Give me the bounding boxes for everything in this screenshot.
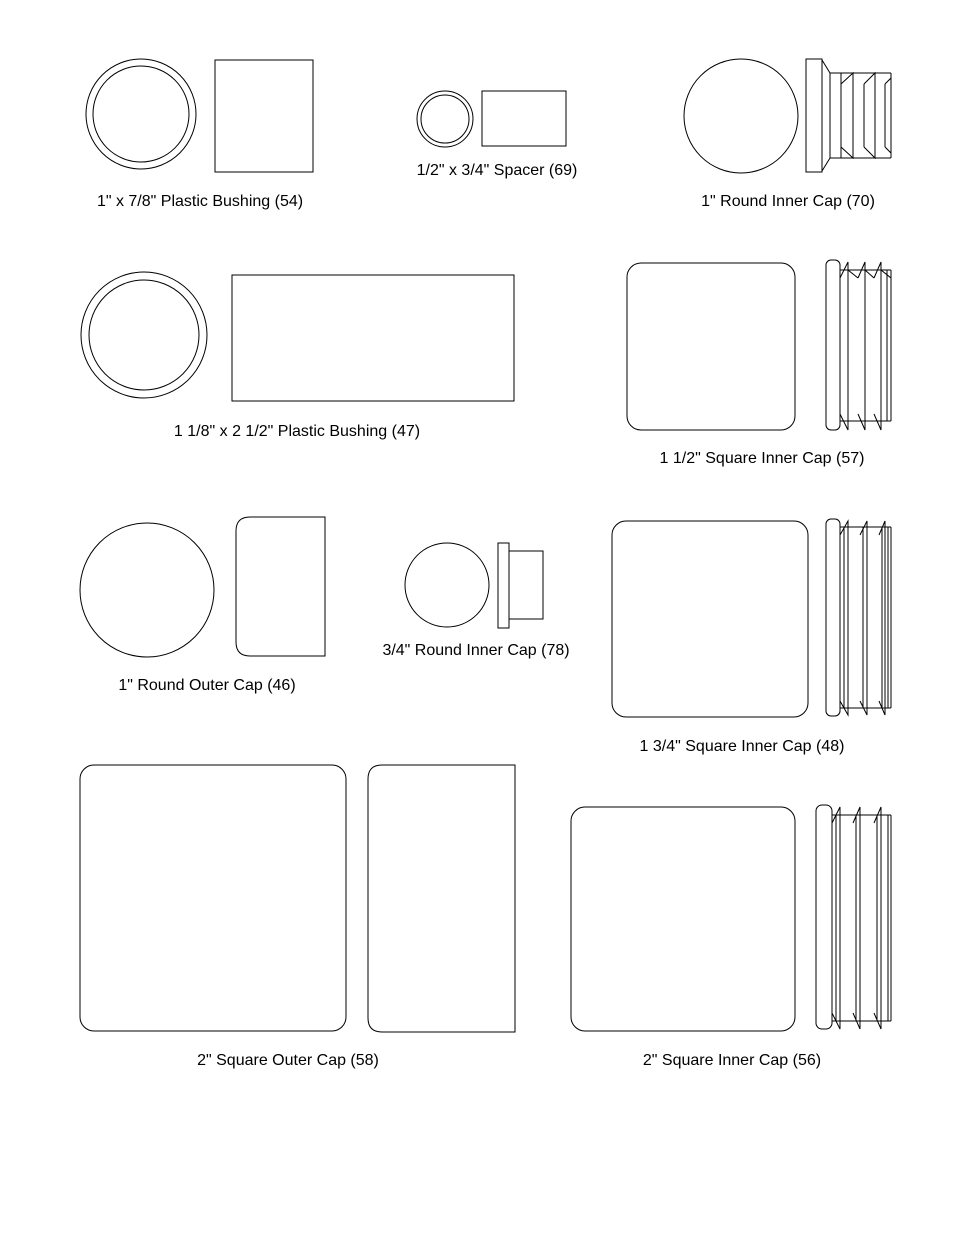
part-78-round-inner-cap	[382, 543, 569, 659]
part-58-label: 2" Square Outer Cap (58)	[197, 1052, 379, 1069]
part-58-top-view	[80, 765, 346, 1031]
part-56-label: 2" Square Inner Cap (56)	[642, 1052, 822, 1069]
part-70-top-view	[684, 59, 798, 173]
part-58-side-view	[368, 765, 515, 1032]
part-70-cap-flange	[806, 59, 822, 172]
part-48-top-view	[612, 521, 808, 717]
part-69-spacer	[417, 91, 578, 179]
part-48-cap-flange	[826, 519, 840, 716]
part-54-end-view-inner	[93, 66, 189, 162]
part-78-cap-flange	[498, 543, 509, 628]
part-78-plug	[509, 551, 543, 619]
part-56-square-inner-cap	[571, 805, 891, 1069]
part-57-square-inner-cap	[627, 260, 891, 467]
part-47-side-view	[232, 275, 514, 401]
part-70-label: 1" Round Inner Cap (70)	[701, 193, 875, 210]
part-70-round-inner-cap	[684, 59, 891, 210]
part-48-square-inner-cap	[612, 519, 891, 755]
part-46-round-outer-cap	[80, 517, 325, 694]
part-78-top-view	[405, 543, 489, 627]
part-46-top-view	[80, 523, 214, 657]
part-54-side-view	[215, 60, 313, 172]
part-46-side-view	[236, 517, 325, 656]
part-69-end-view-inner	[421, 95, 469, 143]
part-47-label: 1 1/8" x 2 1/2" Plastic Bushing (47)	[173, 423, 421, 440]
part-56-cap-flange	[816, 805, 832, 1029]
part-57-top-view	[627, 263, 795, 430]
part-46-label: 1" Round Outer Cap (46)	[118, 677, 296, 694]
part-47-end-view-inner	[89, 280, 199, 390]
part-57-label: 1 1/2" Square Inner Cap (57)	[659, 450, 865, 467]
part-47-end-view-outer	[81, 272, 207, 398]
part-54-plastic-bushing	[86, 59, 313, 210]
part-78-label: 3/4" Round Inner Cap (78)	[382, 642, 570, 659]
part-54-label: 1" x 7/8" Plastic Bushing (54)	[96, 193, 304, 210]
part-48-label: 1 3/4" Square Inner Cap (48)	[639, 738, 845, 755]
part-69-end-view-outer	[417, 91, 473, 147]
part-58-square-outer-cap	[80, 765, 515, 1069]
part-69-side-view	[482, 91, 566, 146]
part-56-top-view	[571, 807, 795, 1031]
part-69-label: 1/2" x 3/4" Spacer (69)	[416, 162, 578, 179]
part-57-cap-flange	[826, 260, 840, 430]
part-54-end-view-outer	[86, 59, 196, 169]
part-47-plastic-bushing	[81, 272, 514, 440]
